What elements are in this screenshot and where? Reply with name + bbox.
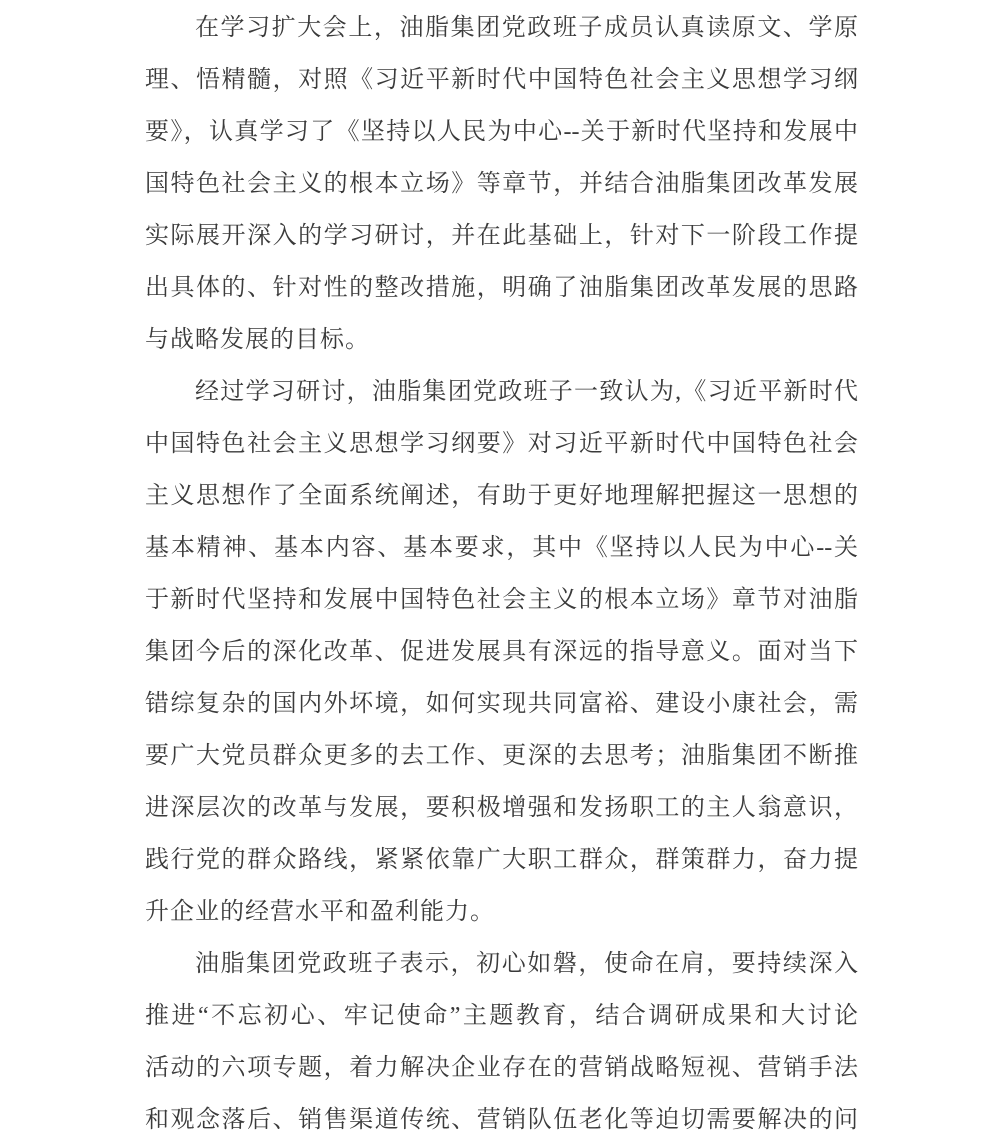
text-line: 要广大党员群众更多的去工作、更深的去思考；油脂集团不断推 bbox=[145, 743, 858, 769]
paragraph-2 bbox=[145, 366, 858, 938]
text-line: 在学习扩大会上，油脂集团党政班子成员认真读原文、学原 bbox=[195, 15, 858, 41]
paragraph-3 bbox=[145, 938, 858, 1144]
text-line: 基本精神、基本内容、基本要求，其中《坚持以人民为中心--关 bbox=[145, 535, 858, 561]
text-line: 经过学习研讨，油脂集团党政班子一致认为,《习近平新时代 bbox=[195, 379, 858, 405]
text-line: 活动的六项专题，着力解决企业存在的营销战略短视、营销手法 bbox=[145, 1055, 858, 1081]
text-line: 与战略发展的目标。 bbox=[145, 327, 370, 353]
text-line: 中国特色社会主义思想学习纲要》对习近平新时代中国特色社会 bbox=[145, 431, 858, 457]
text-line: 践行党的群众路线，紧紧依靠广大职工群众，群策群力，奋力提 bbox=[145, 847, 858, 873]
text-line: 油脂集团党政班子表示，初心如磐，使命在肩，要持续深入 bbox=[195, 951, 858, 977]
text-line: 集团今后的深化改革、促进发展具有深远的指导意义。面对当下 bbox=[145, 639, 858, 665]
paragraph-1 bbox=[145, 2, 858, 366]
text-line: 升企业的经营水平和盈利能力。 bbox=[145, 899, 495, 925]
text-line: 错综复杂的国内外坏境，如何实现共同富裕、建设小康社会，需 bbox=[145, 691, 858, 717]
text-line: 出具体的、针对性的整改措施，明确了油脂集团改革发展的思路 bbox=[145, 275, 858, 301]
text-block bbox=[145, 2, 858, 1144]
text-line: 于新时代坚持和发展中国特色社会主义的根本立场》章节对油脂 bbox=[145, 587, 858, 613]
text-line: 要》，认真学习了《坚持以人民为中心--关于新时代坚持和发展中 bbox=[145, 119, 858, 145]
text-line: 主义思想作了全面系统阐述，有助于更好地理解把握这一思想的 bbox=[145, 483, 858, 509]
text-line: 理、悟精髓，对照《习近平新时代中国特色社会主义思想学习纲 bbox=[145, 67, 858, 93]
text-line: 实际展开深入的学习研讨，并在此基础上，针对下一阶段工作提 bbox=[145, 223, 858, 249]
text-line: 进深层次的改革与发展，要积极增强和发扬职工的主人翁意识， bbox=[145, 795, 858, 821]
text-line: 和观念落后、销售渠道传统、营销队伍老化等迫切需要解决的问 bbox=[145, 1107, 858, 1133]
text-line: 推进“不忘初心、牢记使命”主题教育，结合调研成果和大讨论 bbox=[145, 1003, 858, 1029]
text-line: 国特色社会主义的根本立场》等章节，并结合油脂集团改革发展 bbox=[145, 171, 858, 197]
